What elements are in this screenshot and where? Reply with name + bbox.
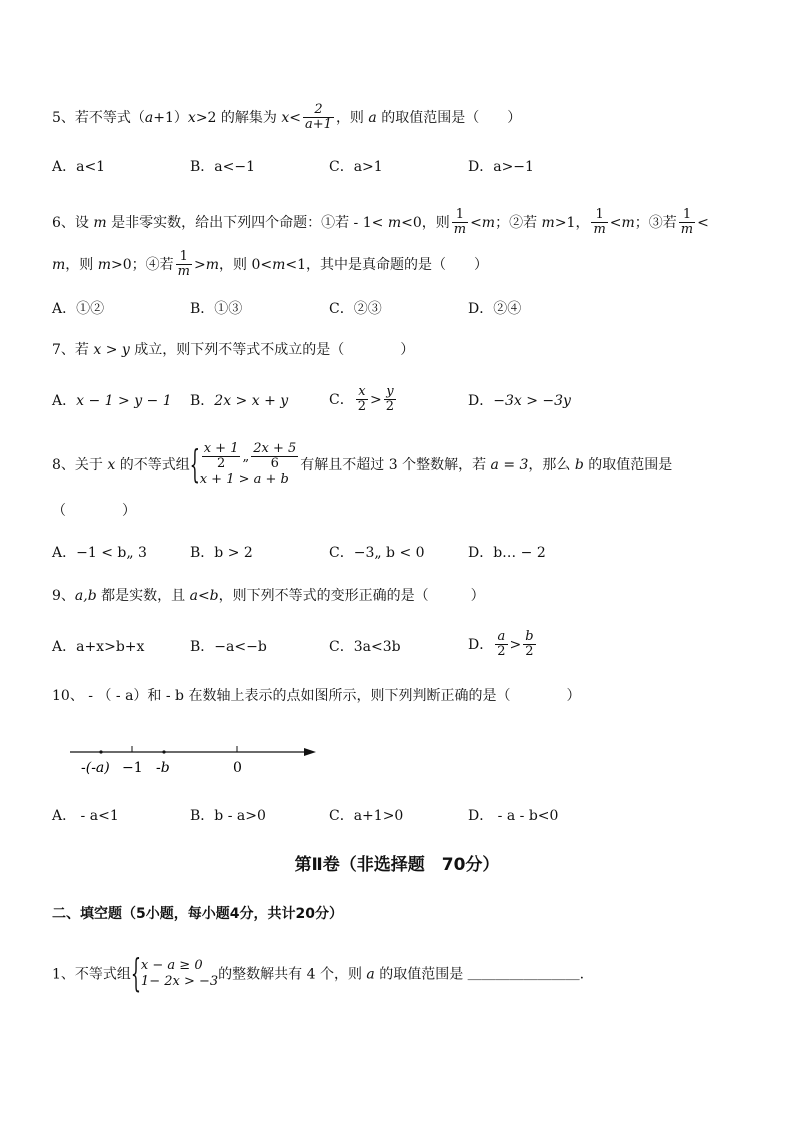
numerator: 2x + 5: [253, 441, 297, 456]
fraction: [591, 208, 607, 238]
text: ，则下列不等式的变形正确的是（ ）: [218, 588, 485, 604]
fraction: [303, 103, 334, 133]
text: >2 的解集为: [195, 109, 282, 126]
text: <1，其中是真命题的是（ ）: [285, 256, 489, 273]
q10-option-b[interactable]: B．b - a>0: [190, 808, 266, 824]
fraction: [523, 630, 535, 660]
numerator: a: [495, 630, 507, 645]
fraction: [251, 442, 298, 472]
q6-stem-line1: [52, 208, 709, 238]
text: ，那么: [528, 456, 575, 473]
text: ，则 0<: [219, 256, 273, 273]
option-label: C．: [329, 391, 354, 408]
text: x: [281, 109, 290, 126]
fraction: [176, 250, 192, 280]
option-label: D．: [468, 636, 494, 653]
denominator: a+1: [305, 117, 332, 133]
system-row-2: x + 1 > a + b: [199, 471, 289, 487]
q8-option-d[interactable]: D．b… − 2: [468, 545, 546, 561]
system-row-2: 1− 2x > −3: [140, 974, 219, 990]
denominator: m: [680, 222, 694, 238]
text: m: [52, 256, 66, 273]
q6-option-c[interactable]: C．②③: [329, 301, 382, 317]
q7-option-a[interactable]: [52, 394, 172, 408]
text: 的整数解共有 4 个，则: [218, 966, 367, 983]
denominator: 2: [497, 644, 506, 660]
text: >0；④若: [111, 256, 174, 273]
text: >1，: [554, 214, 590, 231]
text: m: [97, 256, 112, 273]
denominator: 2: [357, 399, 366, 415]
text: ，则: [335, 109, 369, 126]
label-minus-one: −1: [122, 760, 143, 776]
label-neg-neg-a: -(-a): [81, 760, 110, 776]
text: <0，则: [401, 214, 450, 231]
text: 成立，则下列不等式不成立的是（ ）: [129, 342, 415, 358]
text: 5、若不等式（: [52, 109, 145, 126]
text: <: [470, 214, 482, 231]
text: b: [574, 456, 584, 473]
denominator: 6: [270, 456, 279, 472]
system-row-1: x − a ≥ 0: [140, 958, 203, 973]
q6-option-d[interactable]: D．②④: [468, 301, 522, 317]
text: ；②若: [495, 214, 542, 231]
section2-title: 二、填空题（5小题，每小题4分，共计20分）: [52, 906, 343, 922]
fraction: [452, 208, 468, 238]
answer-blank[interactable]: 的取值范围是 ＿＿＿＿＿＿＿＿.: [374, 966, 585, 983]
text: ，则: [65, 256, 98, 273]
text: „: [242, 449, 250, 465]
fraction: [495, 630, 507, 660]
q5-option-b[interactable]: B．a<−1: [190, 159, 256, 175]
text: a<b: [189, 588, 219, 604]
numerator: y: [384, 385, 396, 400]
label-zero: 0: [233, 760, 242, 776]
text: a: [366, 966, 375, 983]
text: >: [193, 256, 206, 273]
numerator: x + 1: [203, 441, 239, 456]
denominator: 2: [525, 644, 534, 660]
text: +1）: [153, 109, 188, 126]
text: 的取值范围是: [583, 456, 673, 473]
text: <: [289, 109, 302, 126]
numerator: 1: [679, 208, 695, 223]
text: m: [387, 214, 402, 231]
q10-option-d[interactable]: D． - a - b<0: [468, 808, 559, 824]
text: m: [272, 256, 286, 273]
q8-option-b[interactable]: B．b > 2: [190, 545, 253, 561]
option-label: D．: [468, 393, 494, 409]
text: m: [541, 214, 555, 231]
q5-option-d[interactable]: D．a>−1: [468, 159, 534, 175]
q10-option-a[interactable]: A． - a<1: [52, 808, 119, 824]
denominator: 2: [216, 456, 226, 472]
text: m: [93, 214, 107, 231]
label-neg-b: -b: [156, 760, 170, 776]
text: m: [205, 256, 219, 273]
part2-title: 第Ⅱ卷（非选择题 70分）: [294, 855, 500, 875]
q9-option-c[interactable]: C．3a<3b: [329, 639, 401, 655]
text: ；③若: [634, 214, 677, 231]
inequality-system: [190, 442, 301, 488]
point-neg-neg-a: [99, 750, 102, 753]
text: >: [509, 636, 522, 653]
q7-stem: [52, 343, 414, 357]
q5-stem: [52, 103, 521, 133]
q8-blank: （ ）: [52, 503, 136, 519]
f1-stem: [52, 950, 585, 996]
text: m: [481, 214, 496, 231]
option-expr: x − 1 > y − 1: [76, 393, 172, 409]
point-neg-b: [162, 750, 165, 753]
text: 的取值范围是（ ）: [376, 109, 522, 126]
text: 1、不等式组: [52, 966, 131, 983]
option-label: A．: [52, 393, 77, 409]
q7-option-c[interactable]: [329, 385, 398, 415]
denominator: m: [453, 222, 467, 238]
q9-option-b[interactable]: B．−a<−b: [190, 639, 267, 655]
text: 有解且不超过 3 个整数解，若: [300, 456, 491, 473]
text: 8、关于: [52, 456, 108, 473]
text: x > y: [93, 342, 130, 358]
text: 7、若: [52, 342, 94, 358]
text: 9、: [52, 588, 75, 604]
denominator: m: [177, 264, 190, 280]
q8-option-a[interactable]: A．−1 < b„ 3: [52, 545, 147, 561]
q6-option-a[interactable]: A．①②: [52, 301, 105, 317]
q10-stem: 10、 - （ - a）和 - b 在数轴上表示的点如图所示，则下列判断正确的是（ ）: [52, 688, 581, 704]
text: a,b: [74, 588, 97, 604]
text: 是非零实数，给出下列四个命题：①若 - 1<: [106, 214, 388, 231]
q9-stem: [52, 589, 485, 603]
text: a = 3: [490, 456, 529, 473]
text: 6、设: [52, 214, 94, 231]
numerator: x: [356, 385, 368, 400]
system-row-1: [200, 442, 301, 472]
option-label: B．: [190, 393, 215, 409]
q9-option-a[interactable]: A．a+x>b+x: [52, 639, 145, 655]
fraction: [356, 385, 368, 415]
q8-option-c[interactable]: C．−3„ b < 0: [329, 545, 425, 561]
q7-option-d[interactable]: [468, 394, 571, 408]
number-line-figure: [66, 740, 326, 780]
text: x: [107, 456, 116, 473]
number-line-arrow: [304, 748, 316, 756]
q8-stem: [52, 442, 672, 488]
fraction: [202, 442, 241, 472]
q5-option-c[interactable]: C．a>1: [329, 159, 383, 175]
text: 的不等式组: [115, 456, 190, 473]
q6-stem-line2: [52, 250, 488, 280]
q6-option-b[interactable]: B．①③: [190, 301, 243, 317]
brace: {: [189, 440, 200, 487]
q5-option-a[interactable]: A．a<1: [52, 159, 106, 175]
numerator: 1: [452, 208, 468, 223]
numerator: 1: [176, 250, 192, 265]
text: <: [697, 214, 709, 231]
text: x: [187, 109, 196, 126]
option-expr: 2x > x + y: [214, 393, 289, 409]
text: 都是实数，且: [96, 588, 190, 604]
text: <: [609, 214, 622, 231]
fraction: [384, 385, 396, 415]
numerator: 2: [303, 103, 334, 118]
q7-option-b[interactable]: [190, 394, 288, 408]
option-expr: −3x > −3y: [493, 393, 571, 409]
inequality-system: [130, 950, 219, 996]
text: a: [144, 109, 154, 126]
numerator: b: [525, 629, 534, 644]
numerator: 1: [591, 208, 607, 223]
denominator: 2: [385, 399, 395, 415]
text: a: [368, 109, 377, 126]
text: m: [621, 214, 635, 231]
denominator: m: [593, 222, 606, 238]
fraction: [679, 208, 695, 238]
q10-option-c[interactable]: C．a+1>0: [329, 808, 404, 824]
brace: {: [130, 950, 142, 996]
q9-option-d[interactable]: [468, 630, 538, 660]
text: >: [370, 391, 382, 408]
